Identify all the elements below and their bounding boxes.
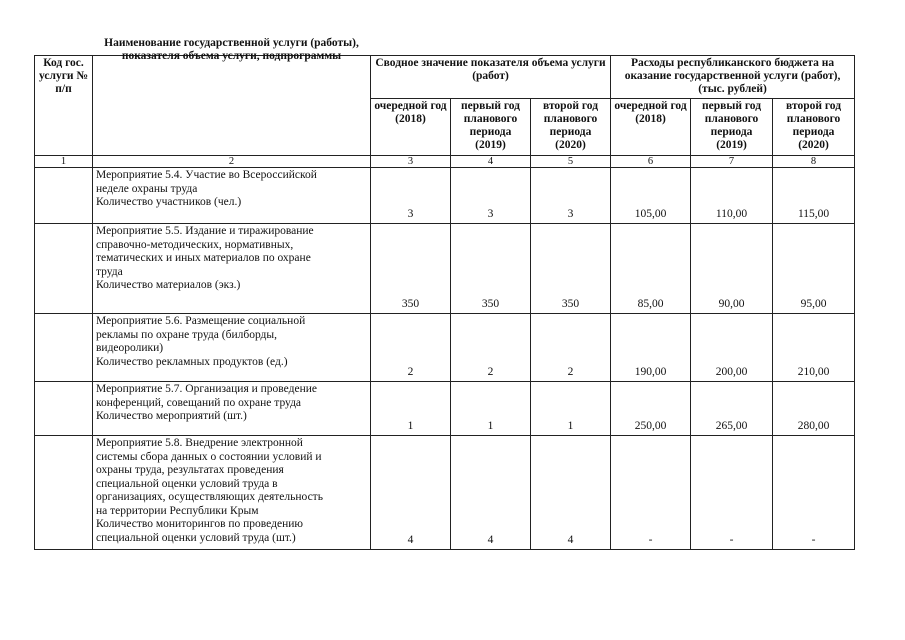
value-bud-2019: 200,00 xyxy=(691,314,773,382)
value-bud-2018: 250,00 xyxy=(611,382,691,436)
table-row xyxy=(35,382,855,436)
column-number: 6 xyxy=(611,156,691,168)
column-number: 3 xyxy=(371,156,451,168)
header-sub-vol-2019: первый год планового периода (2019) xyxy=(451,99,531,156)
value-bud-2020: 95,00 xyxy=(773,224,855,314)
row-name: Мероприятие 5.7. Организация и проведение конференций, совещаний по охране труда Количество мероприятий (шт.) xyxy=(93,382,371,436)
value-bud-2019: - xyxy=(691,436,773,550)
value-bud-2020: 280,00 xyxy=(773,382,855,436)
value-vol-2019: 3 xyxy=(451,168,531,224)
header-sub-bud-2018: очередной год (2018) xyxy=(611,99,691,156)
value-bud-2018: 85,00 xyxy=(611,224,691,314)
value-vol-2019: 4 xyxy=(451,436,531,550)
row-name: Мероприятие 5.5. Издание и тиражирование справочно-методических, нормативных, тематических и иных материалов по охране труда Количество материалов (экз.) xyxy=(93,224,371,314)
services-table xyxy=(34,37,855,550)
table-row xyxy=(35,168,855,224)
column-number-row xyxy=(35,156,855,168)
value-bud-2019: 90,00 xyxy=(691,224,773,314)
column-number: 7 xyxy=(691,156,773,168)
header-sub-vol-2018: очередной год (2018) xyxy=(371,99,451,156)
value-vol-2020: 1 xyxy=(531,382,611,436)
value-vol-2018: 350 xyxy=(371,224,451,314)
row-code xyxy=(35,168,93,224)
value-bud-2018: 105,00 xyxy=(611,168,691,224)
table-row xyxy=(35,224,855,314)
header-budget-group: Расходы республиканского бюджета на оказание государственной услуги (работ), (тыс. рублей) xyxy=(611,56,855,99)
table-row xyxy=(35,436,855,550)
header-sub-vol-2020: второй год планового периода (2020) xyxy=(531,99,611,156)
column-number: 2 xyxy=(93,156,371,168)
value-bud-2020: 210,00 xyxy=(773,314,855,382)
row-name: Мероприятие 5.8. Внедрение электронной системы сбора данных о состоянии условий и охраны труда, результатах проведения специальной оценки условий труда в организациях, осуществляющих деятельность на территории Республики Крым Количество мониторингов по проведению специальной оценки условий труда (шт.) xyxy=(93,436,371,550)
table-row xyxy=(35,314,855,382)
column-number: 1 xyxy=(35,156,93,168)
row-code xyxy=(35,314,93,382)
row-code xyxy=(35,436,93,550)
value-vol-2020: 4 xyxy=(531,436,611,550)
row-code xyxy=(35,224,93,314)
row-code xyxy=(35,382,93,436)
column-number: 8 xyxy=(773,156,855,168)
value-bud-2020: 115,00 xyxy=(773,168,855,224)
column-number: 5 xyxy=(531,156,611,168)
value-vol-2020: 3 xyxy=(531,168,611,224)
header-name: Наименование государственной услуги (работы), показателя объема услуги, подпрограммы xyxy=(93,56,371,156)
value-bud-2018: 190,00 xyxy=(611,314,691,382)
header-sub-bud-2019: первый год планового периода (2019) xyxy=(691,99,773,156)
column-number: 4 xyxy=(451,156,531,168)
value-vol-2018: 1 xyxy=(371,382,451,436)
value-vol-2020: 350 xyxy=(531,224,611,314)
header-volume-group: Сводное значение показателя объема услуги (работ) xyxy=(371,56,611,99)
value-vol-2019: 2 xyxy=(451,314,531,382)
value-bud-2019: 265,00 xyxy=(691,382,773,436)
value-vol-2019: 1 xyxy=(451,382,531,436)
value-vol-2019: 350 xyxy=(451,224,531,314)
value-vol-2020: 2 xyxy=(531,314,611,382)
row-name: Мероприятие 5.4. Участие во Всероссийской неделе охраны труда Количество участников (чел.) xyxy=(93,168,371,224)
value-bud-2018: - xyxy=(611,436,691,550)
value-vol-2018: 4 xyxy=(371,436,451,550)
header-sub-bud-2020: второй год планового периода (2020) xyxy=(773,99,855,156)
value-vol-2018: 2 xyxy=(371,314,451,382)
header-code: Код гос. услуги № п/п xyxy=(35,56,93,156)
value-vol-2018: 3 xyxy=(371,168,451,224)
value-bud-2020: - xyxy=(773,436,855,550)
value-bud-2019: 110,00 xyxy=(691,168,773,224)
row-name: Мероприятие 5.6. Размещение социальной рекламы по охране труда (билборды, видеоролики) Количество рекламных продуктов (ед.) xyxy=(93,314,371,382)
